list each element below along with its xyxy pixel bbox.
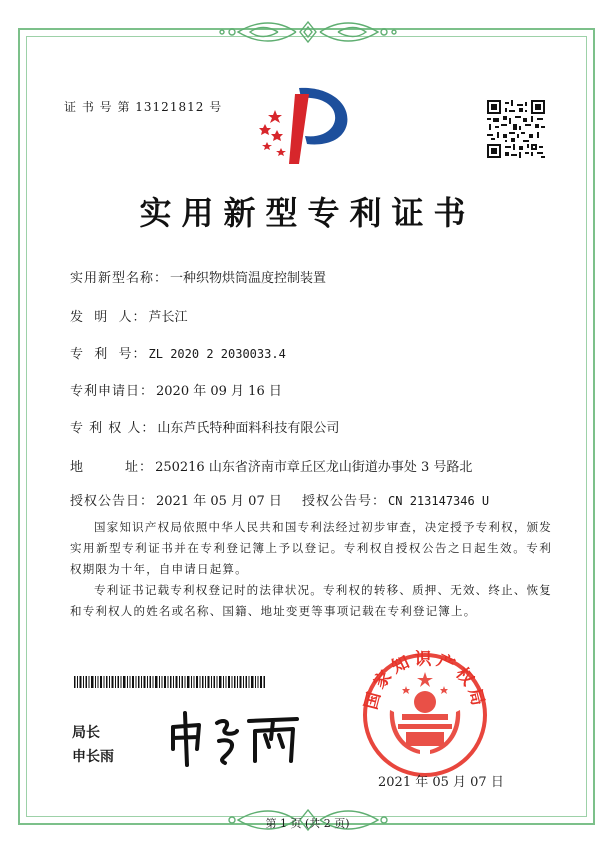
grant-number-label: 授权公告号： xyxy=(302,494,387,509)
barcode-icon xyxy=(74,676,266,688)
field-utility-model-name xyxy=(70,267,326,286)
certificate-number-suffix: 号 xyxy=(209,100,223,114)
field-inventor xyxy=(70,306,188,325)
seal-date: 2021 年 05 月 07 日 xyxy=(378,775,504,790)
certificate-number-label: 证 书 号 第 xyxy=(64,100,131,114)
field-filing-date xyxy=(70,380,282,399)
filing-date-label: 专利申请日： xyxy=(70,384,155,399)
director-name: 申长雨 xyxy=(72,749,114,765)
inventor-label: 发 明 人： xyxy=(70,310,147,325)
director-title: 局长 xyxy=(72,725,100,741)
address-label: 地 址： xyxy=(70,460,154,475)
grant-date-label: 授权公告日： xyxy=(70,494,155,509)
top-ornament-icon xyxy=(208,18,408,52)
field-patent-number xyxy=(70,343,286,362)
patent-number-value: ZL 2020 2 2030033.4 xyxy=(148,347,286,361)
patentee-value: 山东芦氏特种面料科技有限公司 xyxy=(157,421,340,436)
official-seal-icon xyxy=(360,650,490,780)
certificate-number-value: 13121812 xyxy=(135,100,205,114)
patent-number-label: 专 利 号： xyxy=(70,347,147,362)
legal-status-paragraph: 专利证书记载专利权登记时的法律状况。专利权的转移、质押、无效、终止、恢复和专利权人的姓名或名称、国籍、地址变更等事项记载在专利登记簿上。 xyxy=(70,583,552,618)
field-address xyxy=(70,456,472,475)
address-value: 250216 山东省济南市章丘区龙山街道办事处 3 号路北 xyxy=(155,460,473,475)
certificate-number xyxy=(64,98,222,115)
cnipa-emblem-icon xyxy=(255,84,355,170)
utility-model-name-label: 实用新型名称： xyxy=(70,271,169,286)
seal-text: 国家知识产权局 xyxy=(361,650,489,712)
grant-number-value: CN 213147346 U xyxy=(388,494,490,508)
grant-statement-paragraph: 国家知识产权局依照中华人民共和国专利法经过初步审查，决定授予专利权，颁发实用新型专利证书并在专利登记簿上予以登记。专利权自授权公告之日起生效。专利权期限为十年，自申请日起算。 xyxy=(70,520,552,576)
utility-model-name-value: 一种织物烘筒温度控制装置 xyxy=(170,271,327,286)
certificate-title: 实用新型专利证书 xyxy=(139,194,476,232)
grant-date-value: 2021 年 05 月 07 日 xyxy=(156,494,282,509)
inventor-value: 芦长江 xyxy=(148,310,188,325)
patentee-label: 专 利 权 人： xyxy=(70,421,156,436)
field-grant-announcement-date xyxy=(70,490,282,509)
director-signature-icon xyxy=(165,705,315,775)
field-patentee xyxy=(70,417,339,436)
filing-date-value: 2020 年 09 月 16 日 xyxy=(156,384,282,399)
field-grant-announcement-number xyxy=(302,490,489,509)
qr-code-icon xyxy=(487,100,545,158)
page-number: 第 1 页 (共 2 页) xyxy=(265,817,350,830)
